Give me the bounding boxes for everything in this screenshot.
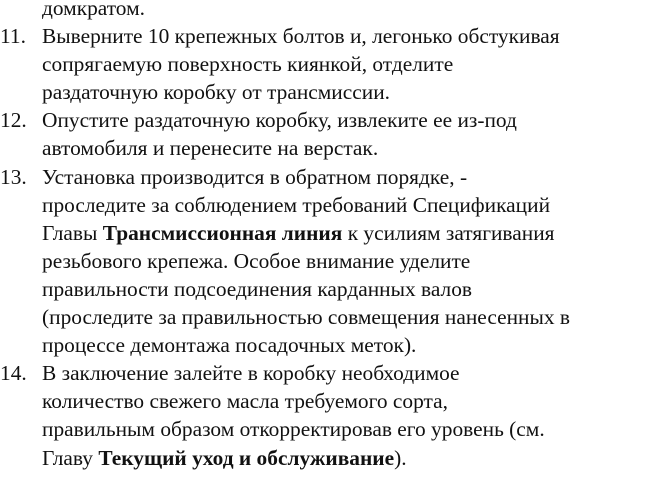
step-13-line [0,219,650,247]
step-12-line [0,134,650,162]
step-text: раздаточную коробку от трансмиссии. [42,80,390,105]
step-text: автомобиля и перенесите на верстак. [42,136,379,161]
text-run: Главу [42,445,99,470]
step-text [42,219,554,247]
step-number: 14. [0,361,27,386]
step-text: процессе демонтажа посадочных меток). [42,333,417,358]
step-11-line [0,50,650,78]
step-14-line [0,415,650,443]
step-14-line [0,387,650,415]
step-text: количество свежего масла требуемого сорта, [42,389,448,414]
step-12-line [0,106,650,134]
step-text: В заключение залейте в коробку необходимое [42,361,460,386]
step-13-line [0,331,650,359]
step-text: Выверните 10 крепежных болтов и, легонько обстукивая [42,24,560,49]
chapter-reference-bold: Трансмиссионная линия [102,220,343,245]
text-run: Главы [42,220,103,245]
step-14-line [0,359,650,387]
step-number: 13. [0,164,27,189]
step-text: (проследите за правильностью совмещения нанесенных в [42,305,570,330]
step-continuation-line [0,0,650,22]
step-13-line [0,303,650,331]
step-text: домкратом. [42,0,145,20]
chapter-reference-bold: Текущий уход и обслуживание [98,445,395,470]
step-number: 12. [0,108,27,133]
step-13-line [0,191,650,219]
step-14-line [0,444,650,472]
step-text: резьбового крепежа. Особое внимание уделите [42,248,471,273]
step-text [42,444,407,472]
step-text: Установка производится в обратном порядке, - [42,164,468,189]
step-text: правильным образом откорректировав его уровень (см. [42,417,545,442]
step-text: Опустите раздаточную коробку, извлеките ее из-под [42,108,517,133]
step-11-line [0,78,650,106]
step-13-line [0,247,650,275]
step-number: 11. [0,24,26,49]
step-11-line [0,22,650,50]
step-13-line [0,163,650,191]
step-text: правильности подсоединения карданных валов [42,276,472,301]
step-13-line [0,275,650,303]
text-run: к усилиям затягивания [342,220,555,245]
step-text: проследите за соблюдением требований Спецификаций [42,192,551,217]
text-run: ). [394,445,407,470]
step-text: сопрягаемую поверхность киянкой, отделите [42,52,454,77]
